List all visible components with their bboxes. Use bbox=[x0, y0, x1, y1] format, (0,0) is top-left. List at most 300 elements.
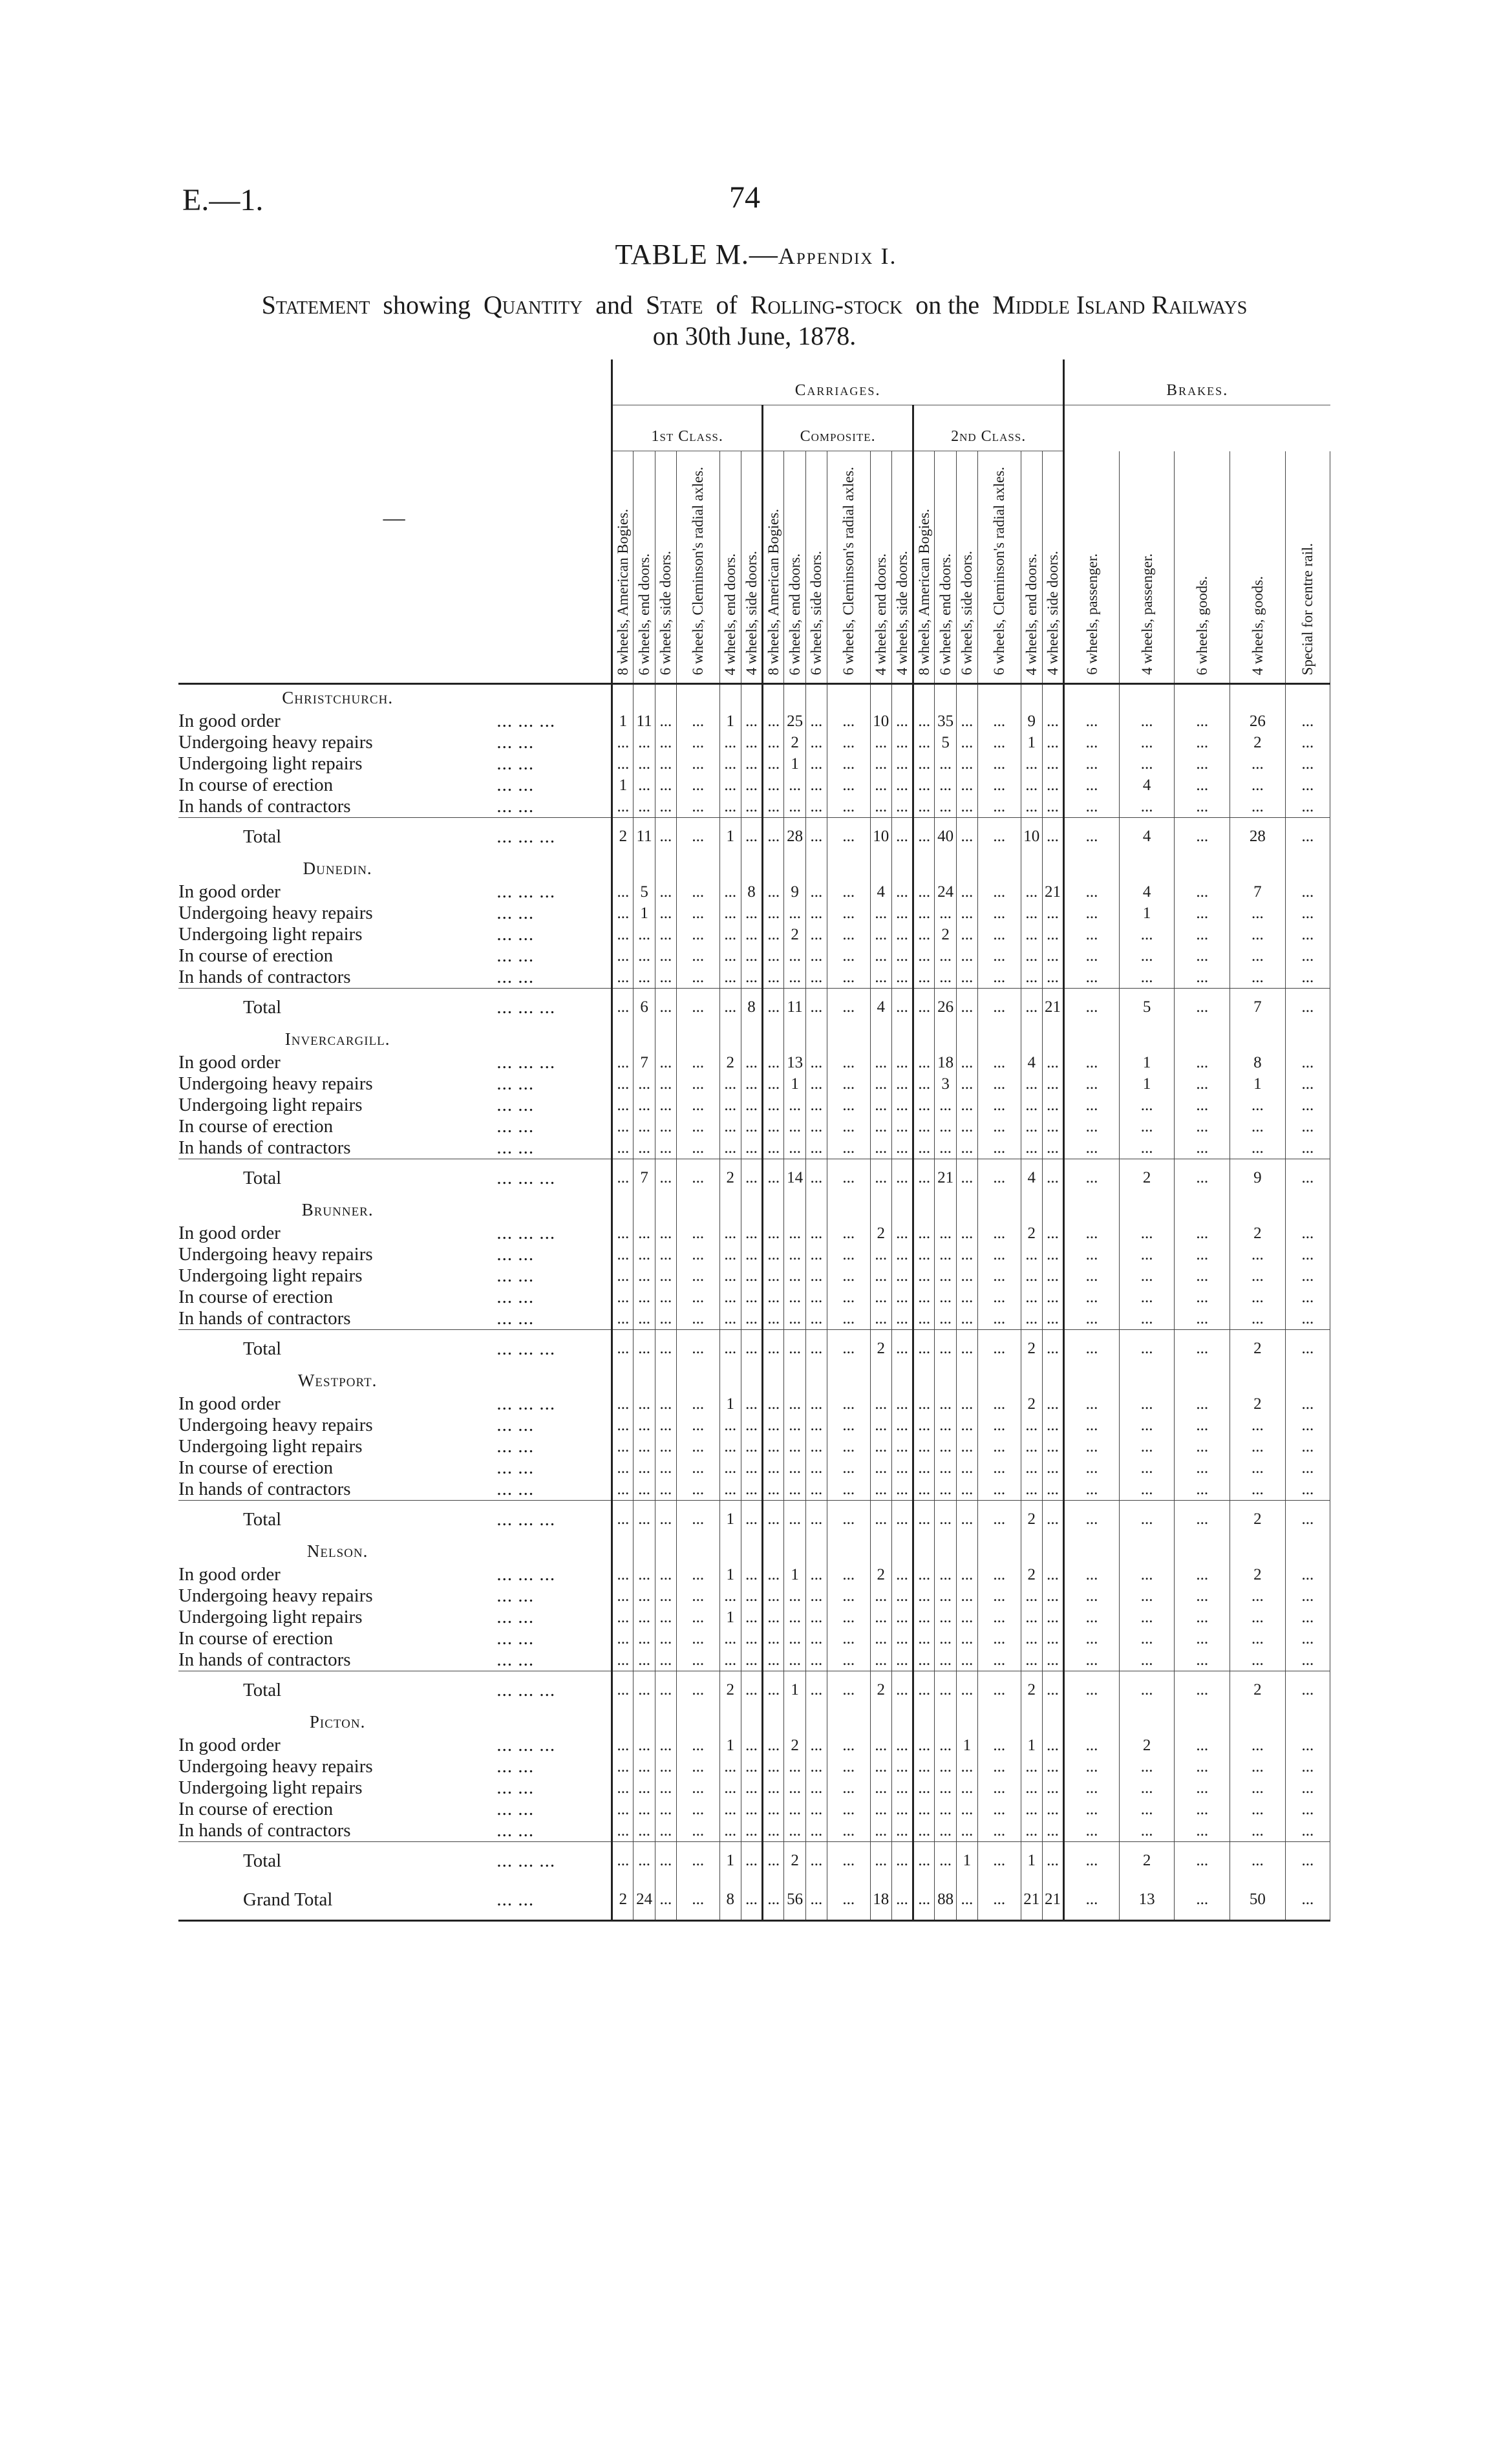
table-cell: ... bbox=[1064, 818, 1120, 855]
table-cell: ... bbox=[913, 945, 935, 967]
table-cell: ... bbox=[1064, 1479, 1120, 1501]
total-row bbox=[178, 1159, 1330, 1197]
table-cell: ... bbox=[891, 967, 913, 989]
table-cell: ... bbox=[913, 1393, 935, 1415]
table-cell-empty bbox=[655, 1367, 676, 1393]
table-cell: ... bbox=[1285, 945, 1330, 967]
table-cell: ... bbox=[827, 1799, 871, 1820]
table-cell: ... bbox=[913, 1457, 935, 1479]
table-cell-empty bbox=[612, 855, 634, 881]
table-cell: ... bbox=[1042, 1265, 1063, 1287]
table-cell: ... bbox=[891, 1585, 913, 1607]
table-cell: ... bbox=[719, 1308, 741, 1330]
table-cell: ... bbox=[741, 1880, 762, 1921]
row-label: Undergoing heavy repairs bbox=[178, 1585, 373, 1606]
table-cell: ... bbox=[1021, 967, 1042, 989]
stmt-word-1: Statement bbox=[261, 290, 370, 319]
table-cell: ... bbox=[677, 1820, 720, 1842]
table-cell: ... bbox=[655, 903, 676, 924]
table-cell: ... bbox=[634, 1649, 655, 1671]
table-cell: ... bbox=[1021, 1607, 1042, 1628]
table-cell: ... bbox=[805, 796, 827, 818]
table-cell: ... bbox=[1285, 1223, 1330, 1244]
table-cell: ... bbox=[741, 1137, 762, 1159]
table-cell-empty bbox=[1285, 1709, 1330, 1735]
table-cell: ... bbox=[655, 1436, 676, 1457]
table-cell: ... bbox=[870, 796, 891, 818]
table-cell: ... bbox=[612, 1265, 634, 1287]
table-cell: ... bbox=[763, 1735, 784, 1756]
table-cell: ... bbox=[719, 1095, 741, 1116]
table-cell: 56 bbox=[784, 1880, 805, 1921]
table-cell: ... bbox=[1285, 1777, 1330, 1799]
table-cell: ... bbox=[1285, 1564, 1330, 1585]
table-cell: ... bbox=[935, 1777, 956, 1799]
table-cell-empty bbox=[1230, 1709, 1286, 1735]
row-leader-dots: ... ... bbox=[496, 967, 535, 987]
table-cell: ... bbox=[977, 1501, 1021, 1538]
table-cell: ... bbox=[956, 945, 977, 967]
table-cell: ... bbox=[763, 903, 784, 924]
table-cell: ... bbox=[741, 1799, 762, 1820]
table-cell: ... bbox=[1230, 1842, 1286, 1880]
table-cell: ... bbox=[805, 1244, 827, 1265]
table-cell: ... bbox=[612, 1756, 634, 1777]
table-cell: ... bbox=[891, 1842, 913, 1880]
table-cell: ... bbox=[741, 753, 762, 775]
table-cell: 5 bbox=[1119, 989, 1175, 1026]
table-cell: ... bbox=[977, 1137, 1021, 1159]
row-leader-dots: ... ... ... bbox=[496, 1679, 556, 1700]
table-cell: ... bbox=[784, 1777, 805, 1799]
brakes-subgroup-spacer bbox=[1064, 405, 1330, 451]
table-cell: ... bbox=[1064, 1671, 1120, 1709]
table-cell: 28 bbox=[784, 818, 805, 855]
table-cell-empty bbox=[1119, 1026, 1175, 1052]
table-cell: ... bbox=[1119, 1479, 1175, 1501]
page-number: 74 bbox=[729, 180, 760, 215]
table-cell: 2 bbox=[1230, 1564, 1286, 1585]
table-cell: ... bbox=[1042, 967, 1063, 989]
table-cell: ... bbox=[1042, 711, 1063, 732]
table-cell: ... bbox=[1042, 1842, 1063, 1880]
table-cell: ... bbox=[634, 1564, 655, 1585]
station-heading-row bbox=[178, 1367, 1330, 1393]
table-cell: ... bbox=[784, 796, 805, 818]
table-cell-empty bbox=[913, 685, 935, 711]
table-cell-empty bbox=[719, 1709, 741, 1735]
table-cell: ... bbox=[1042, 1287, 1063, 1308]
table-cell: 10 bbox=[870, 711, 891, 732]
table-cell: 2 bbox=[1119, 1735, 1175, 1756]
table-cell: ... bbox=[719, 753, 741, 775]
table-cell-empty bbox=[1021, 1709, 1042, 1735]
table-cell: ... bbox=[977, 1564, 1021, 1585]
station-heading-row bbox=[178, 685, 1330, 711]
table-cell: ... bbox=[891, 1756, 913, 1777]
table-cell-empty bbox=[677, 1026, 720, 1052]
table-cell: ... bbox=[741, 1457, 762, 1479]
table-cell-empty bbox=[891, 1026, 913, 1052]
table-cell: 10 bbox=[1021, 818, 1042, 855]
table-cell: ... bbox=[741, 796, 762, 818]
table-cell: ... bbox=[1042, 1095, 1063, 1116]
table-cell: ... bbox=[1119, 1585, 1175, 1607]
column-header-label: 4 wheels, end doors. bbox=[722, 553, 739, 675]
table-cell: ... bbox=[1042, 1799, 1063, 1820]
table-cell: 2 bbox=[870, 1223, 891, 1244]
table-cell: 2 bbox=[1230, 1671, 1286, 1709]
table-cell: 2 bbox=[612, 1880, 634, 1921]
table-cell: ... bbox=[763, 1436, 784, 1457]
table-cell: ... bbox=[655, 1137, 676, 1159]
table-cell: ... bbox=[805, 1799, 827, 1820]
table-cell: ... bbox=[719, 732, 741, 753]
table-cell: ... bbox=[719, 1287, 741, 1308]
table-cell: ... bbox=[634, 1457, 655, 1479]
row-label: Undergoing heavy repairs bbox=[178, 732, 373, 753]
row-label: In hands of contractors bbox=[178, 1308, 351, 1329]
row-leader-dots: ... ... ... bbox=[496, 1052, 556, 1073]
table-cell: ... bbox=[827, 1393, 871, 1415]
table-cell: ... bbox=[956, 1820, 977, 1842]
table-cell: ... bbox=[1064, 1095, 1120, 1116]
table-cell: ... bbox=[1119, 924, 1175, 945]
table-row bbox=[178, 1415, 1330, 1436]
table-cell: ... bbox=[655, 1159, 676, 1197]
station-name: Dunedin. bbox=[303, 858, 372, 878]
table-cell: ... bbox=[634, 1330, 655, 1367]
stmt-word-3: Quantity bbox=[483, 290, 583, 319]
table-cell: ... bbox=[827, 732, 871, 753]
table-cell: ... bbox=[763, 1265, 784, 1287]
table-cell: ... bbox=[1285, 881, 1330, 903]
table-cell: ... bbox=[805, 1671, 827, 1709]
table-cell: ... bbox=[913, 711, 935, 732]
table-cell-empty bbox=[805, 685, 827, 711]
table-cell: ... bbox=[677, 1137, 720, 1159]
table-cell: ... bbox=[677, 1330, 720, 1367]
row-label: In course of erection bbox=[178, 775, 334, 795]
table-cell: ... bbox=[913, 1777, 935, 1799]
table-cell-empty bbox=[1064, 1026, 1120, 1052]
table-cell: ... bbox=[634, 1777, 655, 1799]
table-cell: ... bbox=[634, 1073, 655, 1095]
table-cell: ... bbox=[977, 775, 1021, 796]
table-cell: ... bbox=[784, 1501, 805, 1538]
table-cell: 1 bbox=[719, 711, 741, 732]
row-leader-dots: ... ... bbox=[496, 945, 535, 966]
table-cell: ... bbox=[827, 1052, 871, 1073]
table-cell: ... bbox=[655, 967, 676, 989]
table-cell: 4 bbox=[1119, 775, 1175, 796]
table-cell: ... bbox=[956, 711, 977, 732]
table-cell: ... bbox=[1285, 818, 1330, 855]
table-cell: ... bbox=[1064, 1393, 1120, 1415]
table-cell: ... bbox=[741, 711, 762, 732]
table-cell: 2 bbox=[719, 1159, 741, 1197]
table-row bbox=[178, 711, 1330, 732]
table-cell: ... bbox=[956, 1116, 977, 1137]
row-label: Total bbox=[243, 1167, 282, 1188]
column-header-label: 6 wheels, end doors. bbox=[937, 553, 954, 675]
table-cell: ... bbox=[655, 1564, 676, 1585]
table-cell: ... bbox=[827, 1265, 871, 1287]
table-cell-empty bbox=[891, 685, 913, 711]
table-cell: ... bbox=[891, 1564, 913, 1585]
table-cell: ... bbox=[870, 1735, 891, 1756]
table-cell: ... bbox=[913, 1735, 935, 1756]
table-cell: ... bbox=[956, 1671, 977, 1709]
row-leader-dots: ... ... bbox=[496, 753, 535, 774]
column-header bbox=[719, 451, 741, 684]
table-cell: ... bbox=[913, 881, 935, 903]
table-cell: ... bbox=[1042, 1671, 1063, 1709]
table-cell: ... bbox=[1021, 924, 1042, 945]
table-cell-empty bbox=[1285, 685, 1330, 711]
row-leader-dots: ... ... bbox=[496, 1073, 535, 1094]
table-cell: ... bbox=[913, 1585, 935, 1607]
stmt-word-9: Middle Island Railways bbox=[992, 290, 1248, 319]
table-cell: ... bbox=[1021, 1287, 1042, 1308]
table-cell-empty bbox=[784, 1367, 805, 1393]
table-cell: ... bbox=[1230, 967, 1286, 989]
table-cell: ... bbox=[956, 1880, 977, 1921]
table-cell-empty bbox=[1175, 855, 1230, 881]
table-cell: 2 bbox=[1230, 1223, 1286, 1244]
table-cell: ... bbox=[677, 1244, 720, 1265]
table-cell: ... bbox=[977, 818, 1021, 855]
table-cell: ... bbox=[719, 1585, 741, 1607]
table-cell: ... bbox=[634, 1436, 655, 1457]
rolling-stock-table bbox=[178, 359, 1330, 1922]
table-cell: ... bbox=[805, 1585, 827, 1607]
row-leader-dots: ... ... ... bbox=[496, 1508, 556, 1530]
table-cell: ... bbox=[612, 1287, 634, 1308]
table-cell: ... bbox=[1175, 1628, 1230, 1649]
table-cell-empty bbox=[1042, 1709, 1063, 1735]
column-header bbox=[1064, 451, 1120, 684]
table-cell: ... bbox=[977, 881, 1021, 903]
table-cell: ... bbox=[1285, 967, 1330, 989]
table-cell-empty bbox=[784, 1538, 805, 1564]
table-cell: ... bbox=[1042, 796, 1063, 818]
table-cell: ... bbox=[891, 1735, 913, 1756]
row-leader-dots: ... ... bbox=[496, 1436, 535, 1457]
table-cell-empty bbox=[1285, 1367, 1330, 1393]
table-cell-empty bbox=[956, 685, 977, 711]
row-label: Undergoing light repairs bbox=[178, 924, 363, 945]
table-cell: ... bbox=[1175, 1159, 1230, 1197]
table-cell: ... bbox=[1175, 1649, 1230, 1671]
table-cell-empty bbox=[719, 1197, 741, 1223]
table-row bbox=[178, 753, 1330, 775]
table-cell: ... bbox=[1042, 1820, 1063, 1842]
station-spacer bbox=[496, 1367, 612, 1393]
column-header bbox=[634, 451, 655, 684]
table-cell-empty bbox=[805, 855, 827, 881]
column-header-label: 6 wheels, Cleminson's radial axles. bbox=[991, 466, 1008, 675]
table-cell-empty bbox=[1230, 1538, 1286, 1564]
table-cell-empty bbox=[827, 1026, 871, 1052]
table-cell: ... bbox=[1175, 1735, 1230, 1756]
table-cell: ... bbox=[805, 1777, 827, 1799]
table-cell: 50 bbox=[1230, 1880, 1286, 1921]
table-cell-empty bbox=[956, 1538, 977, 1564]
table-cell: ... bbox=[1230, 1820, 1286, 1842]
table-cell: 10 bbox=[870, 818, 891, 855]
table-cell: 1 bbox=[784, 1073, 805, 1095]
table-cell: ... bbox=[870, 903, 891, 924]
table-cell: ... bbox=[1021, 1308, 1042, 1330]
table-cell: 2 bbox=[935, 924, 956, 945]
table-cell: 7 bbox=[634, 1159, 655, 1197]
table-cell: ... bbox=[977, 1820, 1021, 1842]
table-cell: ... bbox=[956, 753, 977, 775]
table-cell: ... bbox=[977, 1095, 1021, 1116]
table-cell: 6 bbox=[634, 989, 655, 1026]
table-cell-empty bbox=[977, 1367, 1021, 1393]
table-cell-empty bbox=[891, 1709, 913, 1735]
table-cell: ... bbox=[870, 775, 891, 796]
table-cell: ... bbox=[719, 1330, 741, 1367]
table-cell: ... bbox=[741, 1628, 762, 1649]
table-cell: ... bbox=[612, 1649, 634, 1671]
table-cell: ... bbox=[1175, 818, 1230, 855]
station-name: Westport. bbox=[297, 1370, 378, 1390]
table-cell-empty bbox=[891, 1367, 913, 1393]
table-cell-empty bbox=[1064, 1367, 1120, 1393]
table-cell: ... bbox=[741, 1265, 762, 1287]
table-cell: ... bbox=[634, 1116, 655, 1137]
column-header bbox=[1119, 451, 1175, 684]
table-cell-empty bbox=[1064, 1709, 1120, 1735]
row-leader-dots: ... ... ... bbox=[496, 1223, 556, 1243]
table-cell: ... bbox=[1230, 1628, 1286, 1649]
table-cell-empty bbox=[1285, 1197, 1330, 1223]
table-cell: ... bbox=[1042, 1501, 1063, 1538]
table-cell-empty bbox=[1175, 685, 1230, 711]
subgroup-header-second-class: 2nd Class. bbox=[913, 405, 1064, 451]
table-cell: ... bbox=[1021, 1073, 1042, 1095]
table-cell: ... bbox=[891, 1159, 913, 1197]
table-cell: ... bbox=[784, 967, 805, 989]
table-cell: ... bbox=[763, 1777, 784, 1799]
table-cell: ... bbox=[763, 1137, 784, 1159]
table-row bbox=[178, 1287, 1330, 1308]
table-cell: 2 bbox=[1230, 1330, 1286, 1367]
table-cell: ... bbox=[655, 945, 676, 967]
table-cell: ... bbox=[677, 1415, 720, 1436]
row-label: Undergoing heavy repairs bbox=[178, 903, 373, 923]
table-cell: ... bbox=[827, 903, 871, 924]
table-cell: ... bbox=[913, 1628, 935, 1649]
table-cell: ... bbox=[935, 967, 956, 989]
table-row bbox=[178, 1393, 1330, 1415]
table-cell: ... bbox=[1285, 1479, 1330, 1501]
table-cell: ... bbox=[977, 1649, 1021, 1671]
table-cell: ... bbox=[1230, 945, 1286, 967]
table-cell: ... bbox=[956, 1052, 977, 1073]
table-cell: ... bbox=[805, 1393, 827, 1415]
table-cell: ... bbox=[913, 903, 935, 924]
table-cell: ... bbox=[827, 1073, 871, 1095]
table-cell: ... bbox=[1175, 1073, 1230, 1095]
table-cell: ... bbox=[655, 753, 676, 775]
table-cell: ... bbox=[1175, 945, 1230, 967]
station-name: Invercargill. bbox=[284, 1029, 390, 1049]
table-cell: ... bbox=[1230, 1799, 1286, 1820]
table-cell: ... bbox=[763, 1842, 784, 1880]
row-label: In course of erection bbox=[178, 1799, 334, 1819]
table-cell: 88 bbox=[935, 1880, 956, 1921]
table-cell: ... bbox=[1119, 1607, 1175, 1628]
table-cell-empty bbox=[612, 1538, 634, 1564]
station-heading-row bbox=[178, 1709, 1330, 1735]
table-cell: ... bbox=[805, 989, 827, 1026]
table-cell: ... bbox=[805, 1052, 827, 1073]
table-cell: ... bbox=[913, 1308, 935, 1330]
table-cell-empty bbox=[677, 1709, 720, 1735]
table-cell: ... bbox=[913, 732, 935, 753]
column-header bbox=[1285, 451, 1330, 684]
stmt-word-8: on the bbox=[915, 290, 980, 319]
table-cell: ... bbox=[956, 989, 977, 1026]
table-cell-empty bbox=[784, 1197, 805, 1223]
table-cell: ... bbox=[612, 1585, 634, 1607]
row-label: In good order bbox=[178, 1223, 281, 1243]
table-row bbox=[178, 732, 1330, 753]
column-header-label: 4 wheels, goods. bbox=[1249, 575, 1266, 675]
table-cell: ... bbox=[1175, 1479, 1230, 1501]
table-cell: ... bbox=[870, 732, 891, 753]
table-cell-empty bbox=[977, 685, 1021, 711]
table-cell: ... bbox=[935, 1457, 956, 1479]
table-cell: ... bbox=[805, 775, 827, 796]
column-header bbox=[655, 451, 676, 684]
table-cell: ... bbox=[1175, 1756, 1230, 1777]
table-cell: 7 bbox=[634, 1052, 655, 1073]
table-cell: ... bbox=[1230, 1116, 1286, 1137]
table-cell: ... bbox=[956, 1501, 977, 1538]
table-cell: ... bbox=[870, 1628, 891, 1649]
table-cell: ... bbox=[741, 924, 762, 945]
table-cell: ... bbox=[870, 1457, 891, 1479]
table-cell: ... bbox=[655, 1415, 676, 1436]
table-cell: 1 bbox=[1230, 1073, 1286, 1095]
table-cell: 21 bbox=[1042, 881, 1063, 903]
table-cell: ... bbox=[634, 1095, 655, 1116]
table-cell: ... bbox=[612, 1607, 634, 1628]
table-cell: ... bbox=[913, 1607, 935, 1628]
row-label: In good order bbox=[178, 881, 281, 902]
column-header-label: 6 wheels, side doors. bbox=[808, 550, 825, 675]
table-cell: ... bbox=[719, 1244, 741, 1265]
table-cell: ... bbox=[719, 1223, 741, 1244]
table-cell: ... bbox=[612, 1479, 634, 1501]
table-cell: ... bbox=[1064, 732, 1120, 753]
table-cell: ... bbox=[763, 945, 784, 967]
document-code: E.—1. bbox=[182, 183, 264, 217]
row-label: In course of erection bbox=[178, 945, 334, 966]
table-cell: ... bbox=[612, 1415, 634, 1436]
table-cell: ... bbox=[827, 1479, 871, 1501]
table-cell: 1 bbox=[719, 1501, 741, 1538]
table-cell-empty bbox=[655, 1197, 676, 1223]
table-cell: ... bbox=[655, 881, 676, 903]
table-cell: ... bbox=[827, 818, 871, 855]
table-cell: ... bbox=[784, 775, 805, 796]
